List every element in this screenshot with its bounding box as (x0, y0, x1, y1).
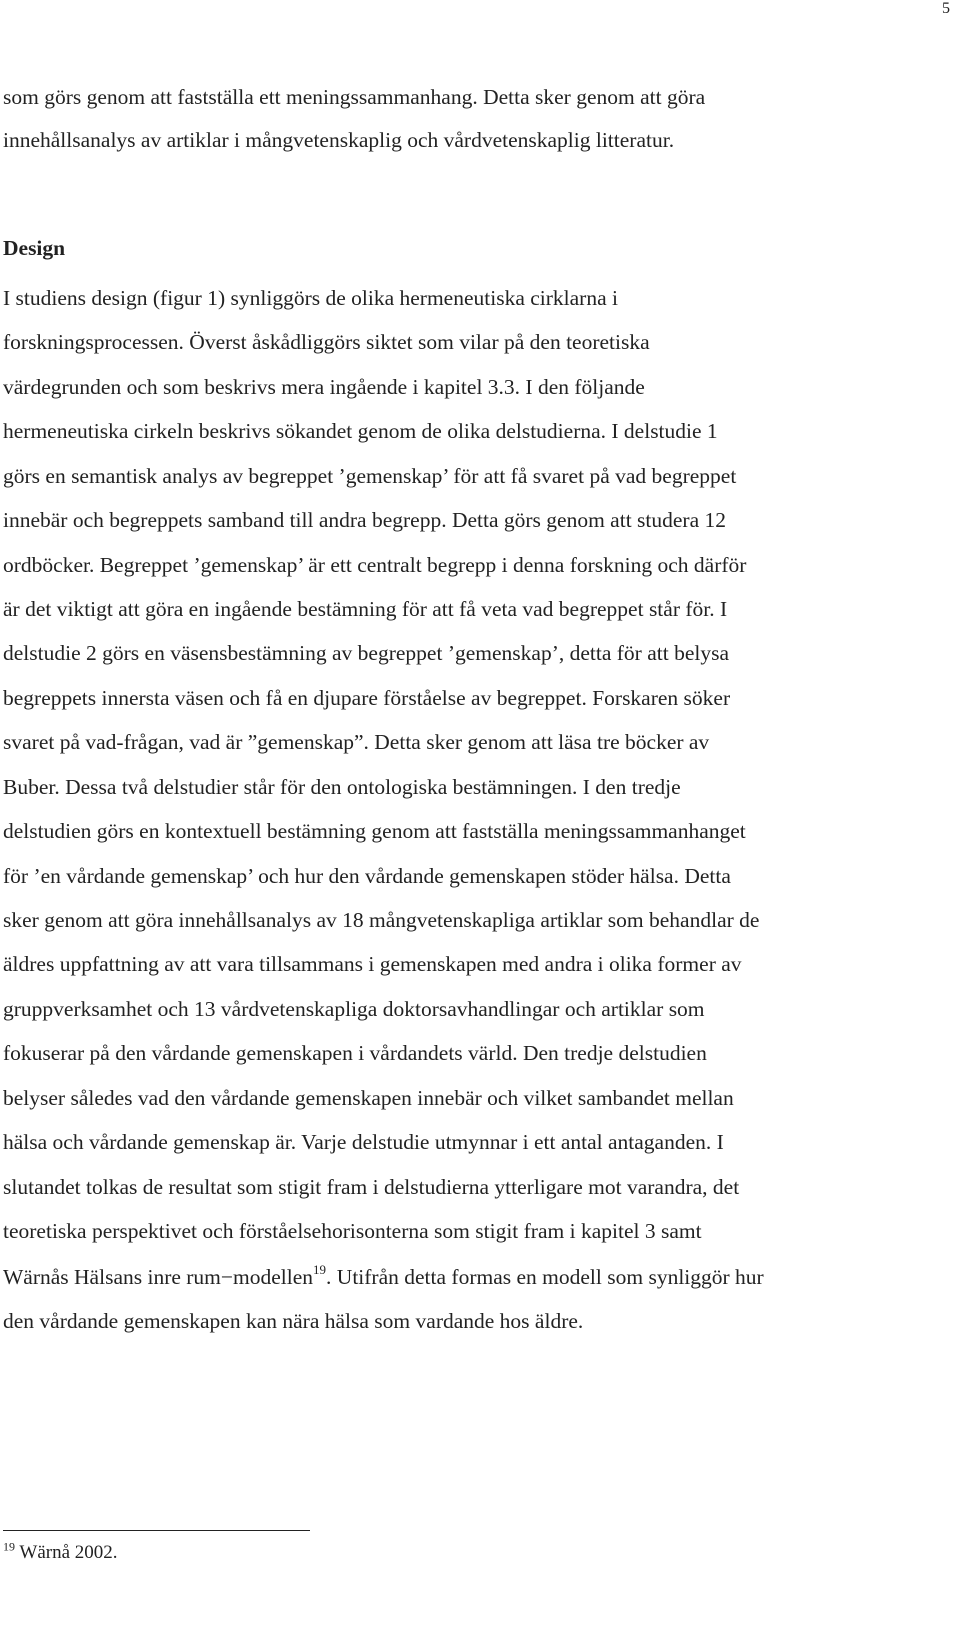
paragraph-2-line: är det viktigt att göra en ingående bestämning för att få veta vad begreppet står för. I (3, 597, 728, 621)
paragraph-1-line: innehållsanalys av artiklar i mångvetenskaplig och vårdvetenskaplig litteratur. (3, 128, 675, 152)
paragraph-2-last-line: den vårdande gemenskapen kan nära hälsa som vardande hos äldre. (3, 1309, 584, 1333)
footnote (3, 1541, 118, 1565)
paragraph-2-line: fokuserar på den vårdande gemenskapen i vårdandets värld. Den tredje delstudien (3, 1041, 707, 1065)
paragraph-2-line: Buber. Dessa två delstudier står för den ontologiska bestämningen. I den tredje (3, 775, 681, 799)
paragraph-2-line: sker genom att göra innehållsanalys av 18 mångvetenskapliga artiklar som behandlar de (3, 908, 760, 932)
paragraph-2-line: begreppets innersta väsen och få en djupare förståelse av begreppet. Forskaren söker (3, 686, 731, 710)
paragraph-2-line: ordböcker. Begreppet ’gemenskap’ är ett centralt begrepp i denna forskning och därför (3, 553, 747, 577)
footnote-reference[interactable]: 19 (313, 1261, 327, 1277)
line-text-after-ref: . Utifrån detta formas en modell som synliggör hur (326, 1265, 764, 1289)
paragraph-2-line: svaret på vad-frågan, vad är ”gemenskap”. Detta sker genom att läsa tre böcker av (3, 730, 710, 754)
paragraph-2-line: forskningsprocessen. Överst åskådliggörs siktet som vilar på den teoretiska (3, 330, 650, 354)
paragraph-2-line: görs en semantisk analys av begreppet ’gemenskap’ för att få svaret på vad begreppet (3, 464, 737, 488)
paragraph-2-line-with-footnote-ref (3, 1261, 764, 1290)
footnote-text: Wärnå 2002. (15, 1542, 118, 1563)
paragraph-2-line: teoretiska perspektivet och förståelsehorisonterna som stigit fram i kapitel 3 samt (3, 1219, 702, 1243)
paragraph-2-line: värdegrunden och som beskrivs mera ingående i kapitel 3.3. I den följande (3, 375, 645, 399)
paragraph-2-line: gruppverksamhet och 13 vårdvetenskapliga doktorsavhandlingar och artiklar som (3, 997, 705, 1021)
paragraph-1-line: som görs genom att fastställa ett meningssammanhang. Detta sker genom att göra (3, 85, 706, 109)
page-number: 5 (942, 0, 950, 17)
paragraph-2-line: hälsa och vårdande gemenskap är. Varje delstudie utmynnar i ett antal antaganden. I (3, 1130, 724, 1154)
footnote-separator (3, 1530, 310, 1531)
paragraph-2-line: äldres uppfattning av att vara tillsammans i gemenskapen med andra i olika former av (3, 952, 742, 976)
paragraph-2-line: delstudie 2 görs en väsensbestämning av begreppet ’gemenskap’, detta för att belysa (3, 641, 729, 665)
paragraph-2-line: slutandet tolkas de resultat som stigit fram i delstudierna ytterligare mot varandra, det (3, 1175, 740, 1199)
paragraph-2-line: belyser således vad den vårdande gemenskapen innebär och vilket sambandet mellan (3, 1086, 734, 1110)
paragraph-2-line: innebär och begreppets samband till andra begrepp. Detta görs genom att studera 12 (3, 508, 727, 532)
footnote-number: 19 (3, 1539, 15, 1554)
paragraph-2-line: för ’en vårdande gemenskap’ och hur den vårdande gemenskapen stöder hälsa. Detta (3, 864, 731, 888)
paragraph-2-line: delstudien görs en kontextuell bestämning genom att fastställa meningssammanhanget (3, 819, 746, 843)
paragraph-2-line: hermeneutiska cirkeln beskrivs sökandet genom de olika delstudierna. I delstudie 1 (3, 419, 718, 443)
line-text-before-ref: Wärnås Hälsans inre rum−modellen (3, 1265, 314, 1289)
paragraph-2-line: I studiens design (figur 1) synliggörs de olika hermeneutiska cirklarna i (3, 286, 618, 310)
section-heading: Design (3, 236, 66, 260)
